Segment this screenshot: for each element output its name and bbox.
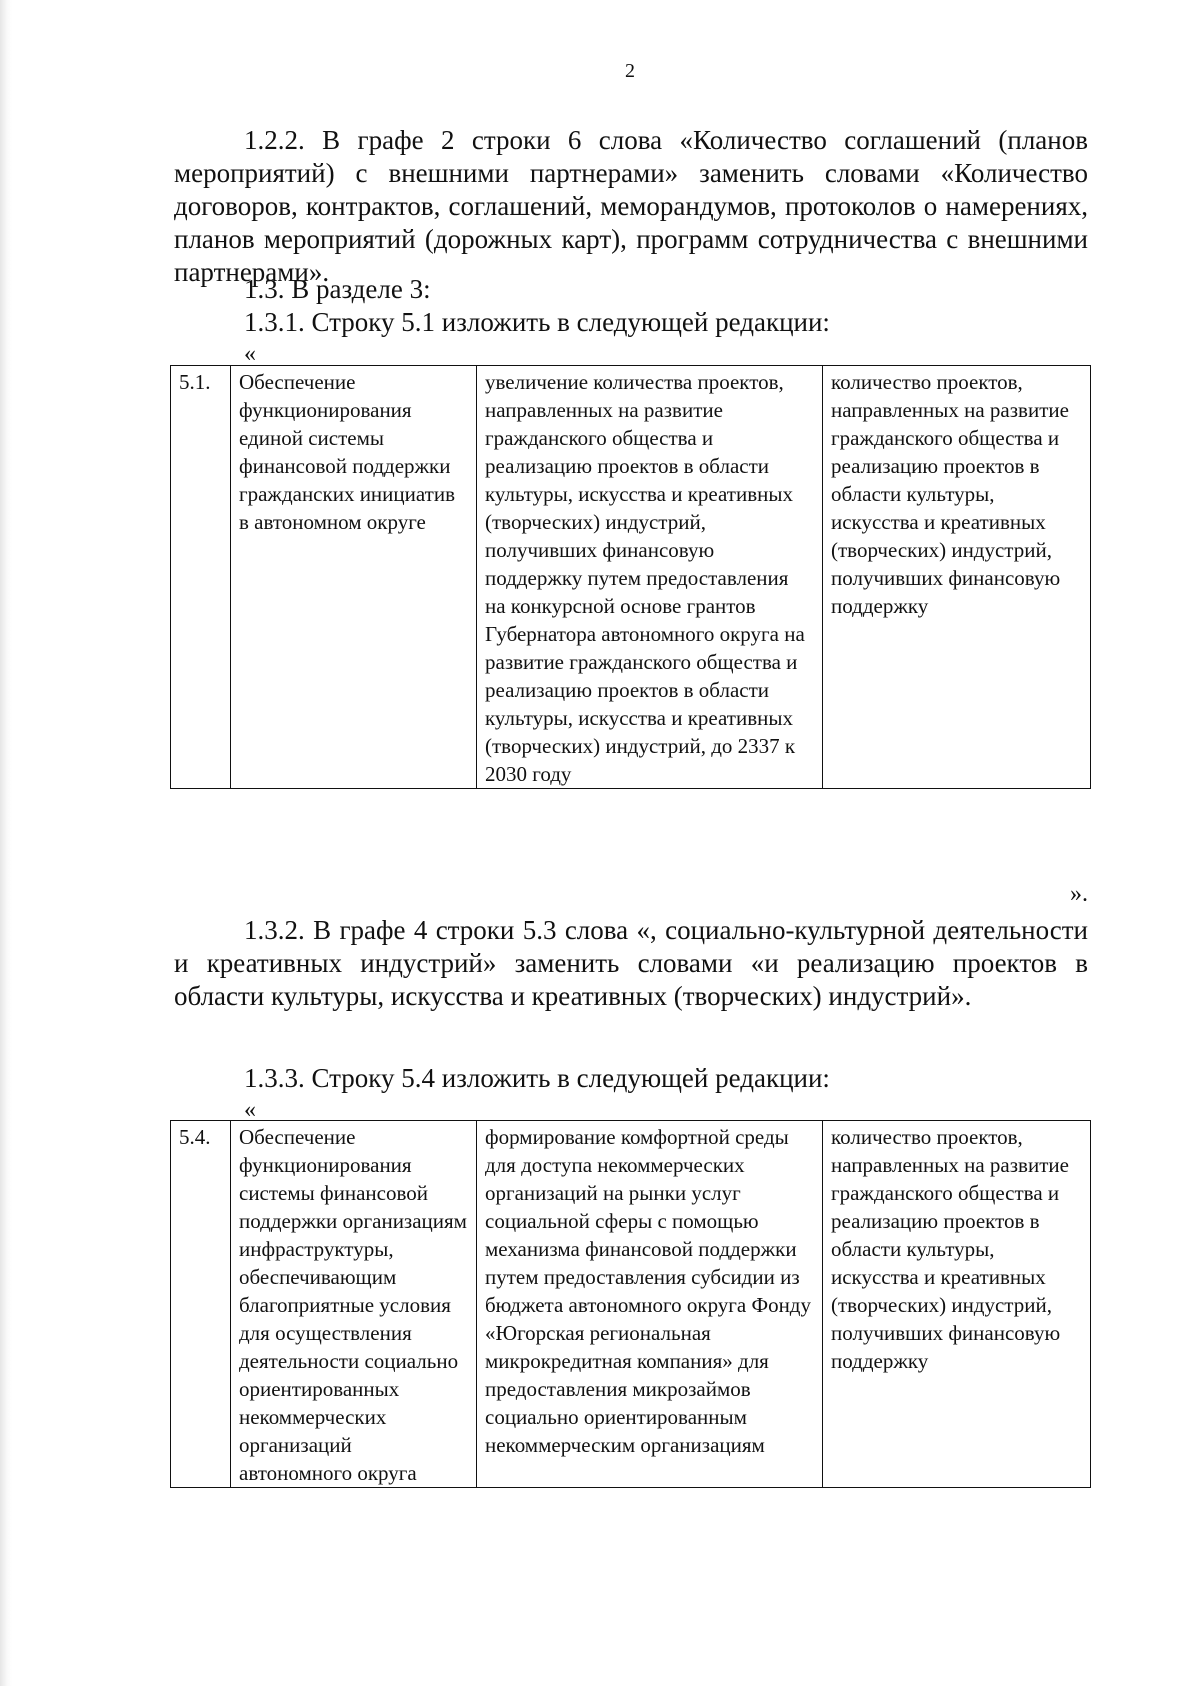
paragraph-1-2-2: 1.2.2. В графе 2 строки 6 слова «Количество соглашений (планов мероприятий) с внешними партнерами» заменить словами «Количество договоров, контрактов, соглашений, меморандумов, протоколов о намерениях, планов мероприятий (дорожных карт), программ сотрудничества с внешними партнерами». [174,125,1088,287]
table-row-5-4 [170,1120,1091,1488]
table-row-5-1 [170,365,1091,789]
cell-goal: увеличение количества проектов, направленных на развитие гражданского общества и реализацию проектов в области культуры, искусства и креативных (творческих) индустрий, получивших финансовую поддержку путем предоставления на конкурсной основе грантов Губернатора автономного округа на развитие гражданского общества и реализацию проектов в области культуры, искусства и креативных (творческих) индустрий, до 2337 к 2030 году [477,366,823,789]
paragraph-1-3-1: 1.3.1. Строку 5.1 изложить в следующей редакции: [244,307,830,337]
cell-number: 5.4. [171,1121,231,1488]
paragraph-1-3-3: 1.3.3. Строку 5.4 изложить в следующей редакции: [244,1063,830,1093]
quote-open-1: « [244,341,256,367]
paragraph-1-3: 1.3. В разделе 3: [244,274,431,304]
table-row [171,366,1091,789]
table-row [171,1121,1091,1488]
page-number: 2 [625,60,635,82]
cell-indicator: количество проектов, направленных на развитие гражданского общества и реализацию проектов в области культуры, искусства и креативных (творческих) индустрий, получивших финансовую поддержку [823,1121,1091,1488]
cell-goal: формирование комфортной среды для доступа некоммерческих организаций на рынки услуг социальной сферы с помощью механизма финансовой поддержки путем предоставления субсидии из бюджета автономного округа Фонду «Югорская региональная микрокредитная компания» для предоставления микрозаймов социально ориентированным некоммерческим организациям [477,1121,823,1488]
cell-number: 5.1. [171,366,231,789]
cell-event-name: Обеспечение функционирования единой системы финансовой поддержки гражданских инициатив в автономном округе [231,366,477,789]
scan-edge-shadow [0,0,12,1686]
cell-indicator: количество проектов, направленных на развитие гражданского общества и реализацию проектов в области культуры, искусства и креативных (творческих) индустрий, получивших финансовую поддержку [823,366,1091,789]
quote-close-1: ». [1070,881,1088,907]
cell-event-name: Обеспечение функционирования системы финансовой поддержки организациям инфраструктуры, обеспечивающим благоприятные условия для осуществления деятельности социально ориентированных некоммерческих организаций автономного округа [231,1121,477,1488]
paragraph-1-3-2: 1.3.2. В графе 4 строки 5.3 слова «, социально-культурной деятельности и креативных индустрий» заменить словами «и реализацию проектов в области культуры, искусства и креативных (творческих) индустрий». [174,915,1088,1011]
quote-open-2: « [244,1097,256,1123]
